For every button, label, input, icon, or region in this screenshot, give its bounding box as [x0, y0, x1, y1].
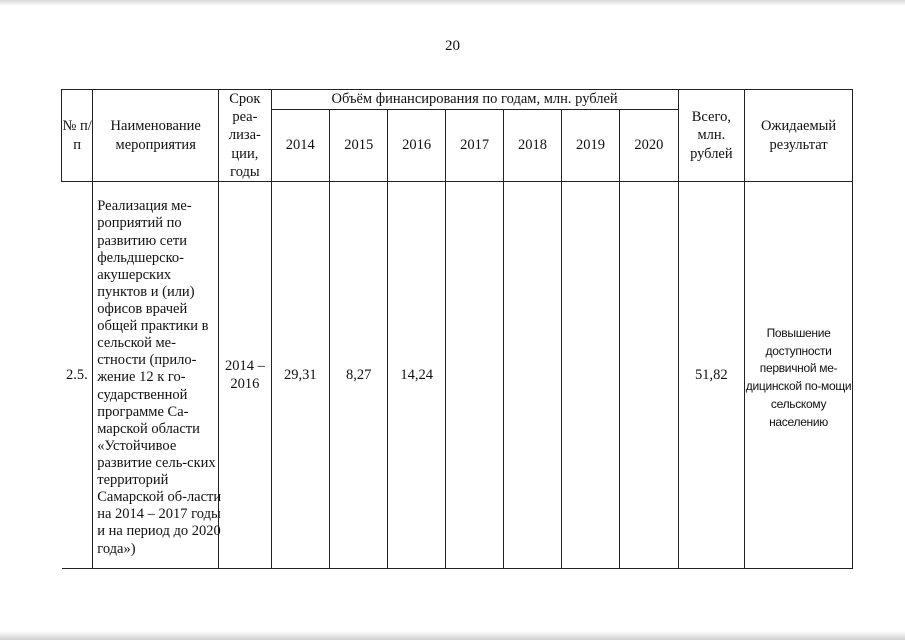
- header-name-label: Наименование мероприятия: [110, 118, 201, 153]
- row-name: Реализация ме-роприятий по развитию сети фельдшерско-акушерских пунктов и (или) офисов врачей общей практики в сельской ме-стности (прило-жение 12 к го-сударственной программе Са-марской области «Устойчивое развитие сель-ских территорий Самарской об-ласти на 2014 – 2017 годы и на период до 2020 года»): [97, 198, 222, 557]
- row-value: [561, 182, 619, 569]
- row-value: [620, 182, 678, 569]
- header-result-label: Ожидаемый результат: [760, 118, 837, 153]
- header-total: [678, 90, 745, 182]
- header-num-label: № п/п: [62, 118, 92, 153]
- header-year: 2015: [330, 110, 388, 182]
- header-year: 2016: [388, 110, 445, 182]
- row-num: 2.5.: [62, 182, 93, 569]
- row-term: 2014 – 2016: [219, 182, 271, 569]
- row-value: [445, 182, 503, 569]
- header-num: [62, 90, 93, 182]
- page-number: 20: [445, 38, 460, 54]
- header-year: 2020: [620, 110, 678, 182]
- row-total: 51,82: [678, 182, 745, 569]
- header-year: 2017: [445, 110, 503, 182]
- row-value: 8,27: [330, 182, 388, 569]
- header-total-label: Всего, млн. рублей: [690, 109, 733, 162]
- row-value: 14,24: [388, 182, 445, 569]
- funding-table: [61, 89, 853, 569]
- header-year: 2019: [561, 110, 619, 182]
- table-row: [62, 182, 853, 569]
- header-year: 2018: [504, 110, 561, 182]
- header-year: 2014: [271, 110, 329, 182]
- row-value: 29,31: [271, 182, 329, 569]
- header-funding-group-label: Объём финансирования по годам, млн. рублей: [331, 91, 618, 108]
- scan-edge-bottom: [0, 631, 905, 640]
- row-result: Повышение доступности первичной ме-дицинской по-мощи сельскому населению: [745, 325, 852, 429]
- header-term-label: Срок реа-лиза-ции, годы: [228, 91, 261, 180]
- scan-edge-top: [0, 0, 905, 6]
- row-name-cell: [93, 182, 222, 569]
- header-funding-group: [271, 90, 678, 110]
- header-result: [745, 90, 853, 182]
- row-result-cell: [745, 182, 853, 569]
- row-value: [504, 182, 561, 569]
- header-name: [93, 90, 219, 182]
- header-term: [219, 90, 271, 182]
